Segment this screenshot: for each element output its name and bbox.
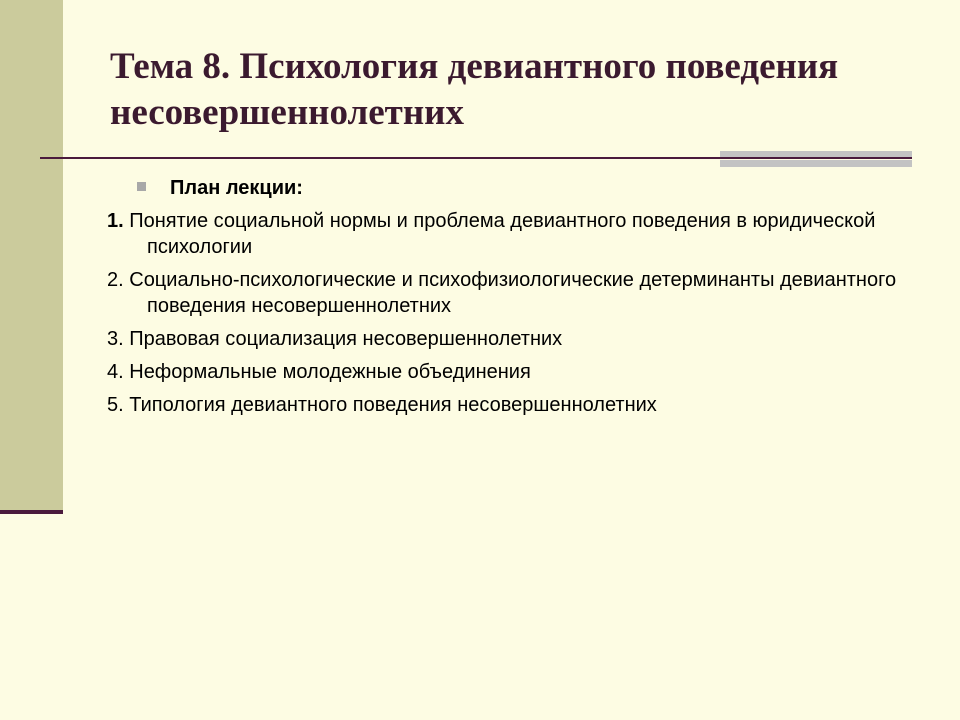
slide-title: Тема 8. Психология девиантного поведения несовершеннолетних <box>110 46 839 133</box>
plan-item-text: Правовая социализация несовершеннолетних <box>123 328 563 350</box>
side-bar <box>0 0 63 510</box>
plan-item-number: 1. <box>107 210 124 232</box>
plan-item-text: Типология девиантного поведения несовершеннолетних <box>123 394 657 416</box>
plan-item <box>107 392 927 418</box>
plan-item-number: 5. <box>107 394 124 416</box>
plan-item-number: 4. <box>107 361 124 383</box>
plan-item <box>107 267 927 319</box>
title-accent-bar-bottom <box>720 160 912 167</box>
plan-list <box>107 208 927 425</box>
side-bar-underline <box>0 510 63 514</box>
square-bullet-icon <box>137 182 146 191</box>
plan-item-text: Социально-психологические и психофизиологические детерминанты девиантного поведения несовершеннолетних <box>123 269 897 317</box>
plan-item-number: 2. <box>107 269 124 291</box>
plan-item <box>107 326 927 352</box>
plan-item <box>107 359 927 385</box>
plan-item-text: Понятие социальной нормы и проблема девиантного поведения в юридической психологии <box>123 210 876 258</box>
title-accent-bar-top <box>720 151 912 157</box>
plan-heading: План лекции: <box>170 177 303 199</box>
plan-item <box>107 208 927 260</box>
plan-item-text: Неформальные молодежные объединения <box>123 361 531 383</box>
plan-item-number: 3. <box>107 328 124 350</box>
title-divider <box>40 157 912 159</box>
